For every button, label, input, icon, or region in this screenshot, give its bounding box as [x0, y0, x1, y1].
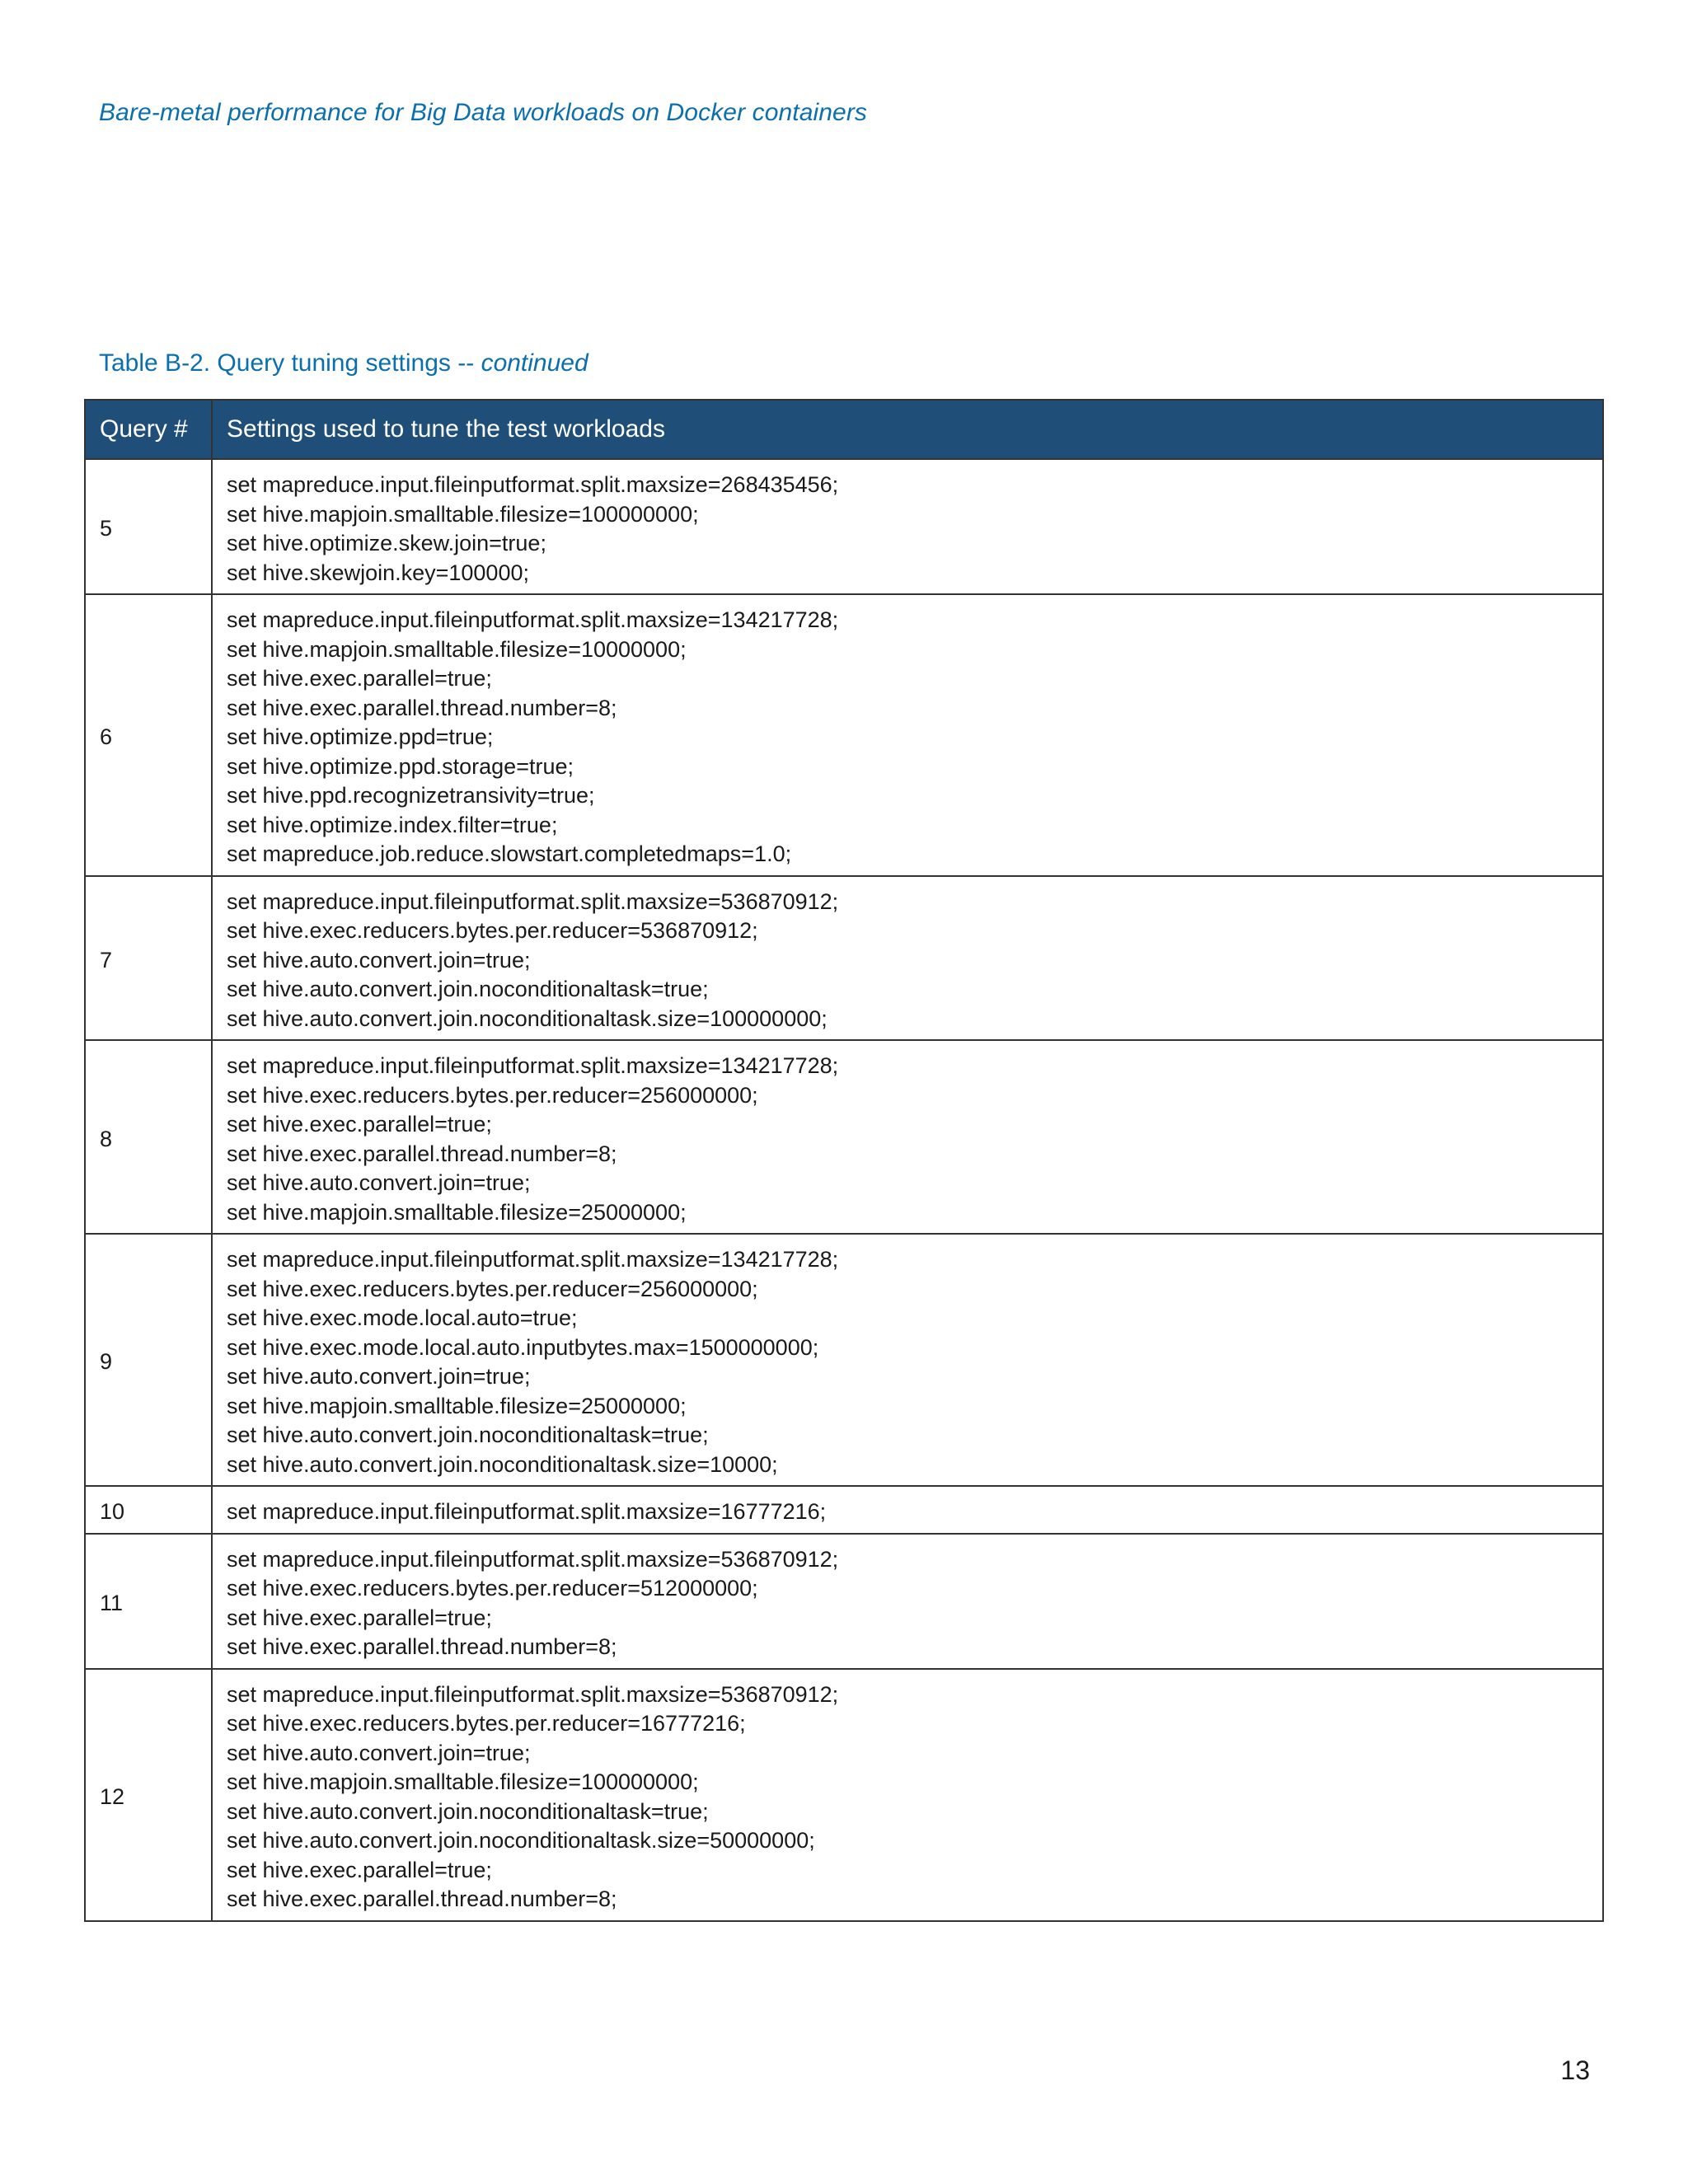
- query-number: 5: [85, 459, 212, 594]
- table-caption: [99, 349, 588, 377]
- setting-line: set hive.exec.reducers.bytes.per.reducer=512000000;: [227, 1576, 758, 1601]
- table-row: [85, 1669, 1603, 1921]
- table-row: [85, 1234, 1603, 1486]
- table-body: [85, 459, 1603, 1921]
- setting-line: set hive.exec.parallel=true;: [227, 1605, 492, 1630]
- setting-line: set mapreduce.input.fileinputformat.split.maxsize=536870912;: [227, 1546, 839, 1572]
- settings-cell: [212, 1669, 1603, 1921]
- table-row: [85, 594, 1603, 876]
- setting-line: set hive.exec.reducers.bytes.per.reducer=256000000;: [227, 1276, 758, 1301]
- query-number: 11: [85, 1534, 212, 1669]
- setting-line: set mapreduce.input.fileinputformat.split.maxsize=536870912;: [227, 888, 839, 914]
- query-number: 12: [85, 1669, 212, 1921]
- running-header: Bare-metal performance for Big Data workloads on Docker containers: [99, 99, 868, 126]
- table-row: [85, 459, 1603, 594]
- settings-cell: [212, 1040, 1603, 1234]
- setting-line: set hive.ppd.recognizetransivity=true;: [227, 783, 595, 808]
- query-number: 10: [85, 1486, 212, 1534]
- setting-line: set mapreduce.input.fileinputformat.split.maxsize=536870912;: [227, 1681, 839, 1707]
- setting-line: set hive.mapjoin.smalltable.filesize=100000000;: [227, 1769, 699, 1794]
- setting-line: set hive.optimize.ppd.storage=true;: [227, 753, 574, 779]
- settings-cell: [212, 1234, 1603, 1486]
- setting-line: set hive.exec.reducers.bytes.per.reducer=256000000;: [227, 1082, 758, 1108]
- caption-title: Table B-2. Query tuning settings --: [99, 349, 481, 377]
- setting-line: set hive.auto.convert.join=true;: [227, 1170, 531, 1195]
- setting-line: set hive.mapjoin.smalltable.filesize=25000000;: [227, 1393, 687, 1418]
- setting-line: set hive.auto.convert.join.noconditionaltask=true;: [227, 977, 709, 1001]
- query-number: 9: [85, 1234, 212, 1486]
- setting-line: set hive.exec.reducers.bytes.per.reducer=16777216;: [227, 1711, 746, 1736]
- table-row: [85, 1534, 1603, 1669]
- setting-line: set hive.auto.convert.join=true;: [227, 947, 531, 972]
- setting-line: set hive.exec.parallel.thread.number=8;: [227, 1886, 617, 1911]
- settings-cell: [212, 594, 1603, 876]
- setting-line: set hive.optimize.skew.join=true;: [227, 531, 546, 555]
- setting-line: set hive.mapjoin.smalltable.filesize=25000000;: [227, 1199, 687, 1225]
- setting-line: set mapreduce.input.fileinputformat.split.maxsize=134217728;: [227, 1053, 839, 1078]
- table-row: [85, 1040, 1603, 1234]
- caption-continued: continued: [481, 349, 588, 377]
- setting-line: set hive.mapjoin.smalltable.filesize=10000000;: [227, 636, 687, 662]
- query-number: 8: [85, 1040, 212, 1234]
- setting-line: set hive.exec.parallel=true;: [227, 1112, 492, 1137]
- setting-line: set hive.exec.mode.local.auto.inputbytes.max=1500000000;: [227, 1334, 819, 1360]
- setting-line: set hive.mapjoin.smalltable.filesize=100000000;: [227, 501, 699, 527]
- table-row: [85, 876, 1603, 1041]
- setting-line: set hive.auto.convert.join.noconditionaltask.size=10000;: [227, 1451, 778, 1477]
- setting-line: set hive.exec.parallel.thread.number=8;: [227, 695, 617, 720]
- table-row: [85, 1486, 1603, 1534]
- setting-line: set hive.exec.parallel=true;: [227, 1857, 492, 1882]
- setting-line: set hive.auto.convert.join=true;: [227, 1364, 531, 1389]
- setting-line: set mapreduce.input.fileinputformat.split.maxsize=268435456;: [227, 472, 839, 497]
- query-tuning-table: [84, 399, 1604, 1922]
- column-header-settings: Settings used to tune the test workloads: [212, 400, 1603, 459]
- setting-line: set hive.optimize.ppd=true;: [227, 724, 494, 749]
- setting-line: set hive.exec.mode.local.auto=true;: [227, 1305, 578, 1330]
- page-number: 13: [1560, 2055, 1590, 2085]
- setting-line: set hive.exec.parallel.thread.number=8;: [227, 1634, 617, 1659]
- setting-line: set mapreduce.input.fileinputformat.split.maxsize=134217728;: [227, 1247, 839, 1272]
- settings-cell: [212, 459, 1603, 594]
- table-header-row: [85, 400, 1603, 459]
- setting-line: set hive.exec.parallel=true;: [227, 666, 492, 691]
- setting-line: set hive.exec.parallel.thread.number=8;: [227, 1141, 617, 1166]
- setting-line: set hive.auto.convert.join=true;: [227, 1740, 531, 1765]
- setting-line: set mapreduce.input.fileinputformat.split.maxsize=134217728;: [227, 607, 839, 632]
- settings-cell: [212, 1534, 1603, 1669]
- setting-line: set hive.auto.convert.join.noconditionaltask.size=50000000;: [227, 1828, 815, 1853]
- column-header-query: Query #: [85, 400, 212, 459]
- setting-line: set hive.auto.convert.join.noconditionaltask=true;: [227, 1422, 709, 1447]
- setting-line: set hive.exec.reducers.bytes.per.reducer=536870912;: [227, 918, 758, 943]
- setting-line: set hive.optimize.index.filter=true;: [227, 812, 558, 837]
- query-number: 7: [85, 876, 212, 1041]
- setting-line: set hive.auto.convert.join.noconditionaltask.size=100000000;: [227, 1005, 828, 1031]
- settings-cell: [212, 876, 1603, 1041]
- setting-line: set mapreduce.input.fileinputformat.split.maxsize=16777216;: [227, 1499, 827, 1524]
- settings-cell: [212, 1486, 1603, 1534]
- setting-line: set mapreduce.job.reduce.slowstart.completedmaps=1.0;: [227, 841, 792, 866]
- query-number: 6: [85, 594, 212, 876]
- setting-line: set hive.auto.convert.join.noconditionaltask=true;: [227, 1798, 709, 1824]
- setting-line: set hive.skewjoin.key=100000;: [227, 560, 529, 585]
